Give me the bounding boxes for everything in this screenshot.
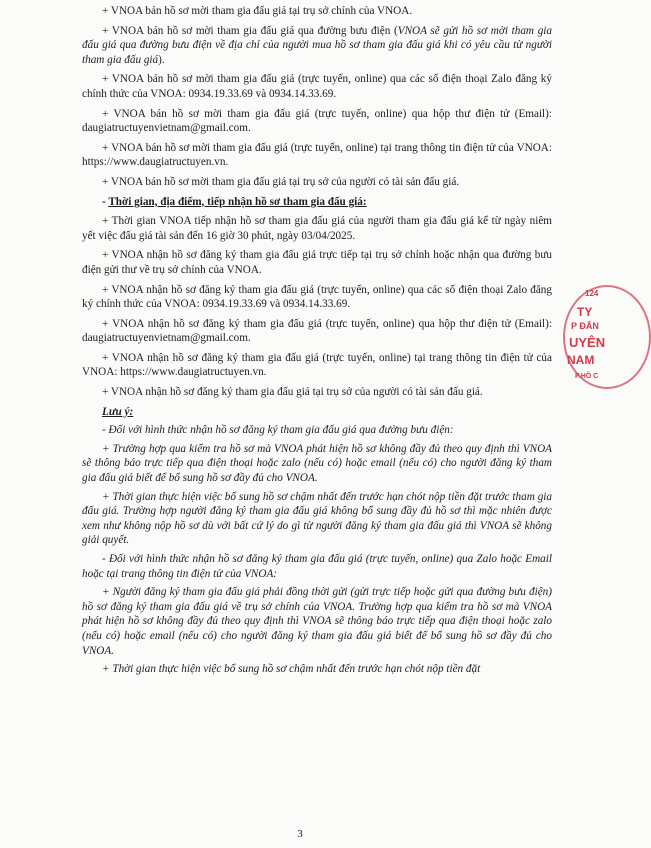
note-online-submission: + Người đăng ký tham gia đấu giá phải đồng thời gửi (gửi trực tiếp hoặc gửi qua đường bưu điện) hồ sơ đăng ký tham gia đấu giá về trụ sở chính của VNOA. Trường hợp qua kiểm tra hồ sơ mà VNOA phát hiện hồ sơ không đầy đủ theo quy định thì VNOA sẽ thông báo trực tiếp qua điện thoại hoặc zalo (nếu có) hoặc email (nếu có) cho người đăng ký tham gia đấu giá biết để bổ sung hồ sơ đầy đủ cho VNOA. (82, 586, 552, 657)
note-postal-deadline: + Thời gian thực hiện việc bổ sung hồ sơ chậm nhất đến trước hạn chót nộp tiền đặt trước tham gia đấu giá. Trường hợp người đăng ký tham gia đấu giá không bổ sung đầy đủ hồ sơ thì mặc nhiên được xem như không nộp hồ sơ dù với bất cứ lý do gì từ người đăng ký tham gia đấu giá thì VNOA sẽ không giải quyết. (82, 490, 552, 547)
stamp-text: 124 (585, 289, 599, 298)
paragraph-sale-by-email: + VNOA bán hồ sơ mời tham gia đấu giá (trực tuyến, online) qua hộp thư điện tử (Email): daugiatructuyenvietnam@gmail.com. (82, 107, 552, 135)
stamp-text: NAM (567, 353, 595, 367)
paragraph-sale-at-head-office: + VNOA bán hồ sơ mời tham gia đấu giá tại trụ sở chính của VNOA. (102, 5, 413, 17)
heading-prefix: - (102, 195, 109, 208)
note-heading: Lưu ý: (102, 405, 134, 418)
stamp-text: P ĐẤN (571, 321, 599, 331)
note-online-form: - Đối với hình thức nhận hồ sơ đăng ký tham gia đấu giá (trực tuyến, online) qua Zalo hoặc Email hoặc tại trang thông tin điện tử của VNOA: (82, 553, 552, 580)
stamp-text: TY (577, 305, 593, 319)
heading-text: Thời gian, địa điểm, tiếp nhận hồ sơ tham gia đấu giá: (108, 195, 367, 208)
note-postal-incomplete: + Trường hợp qua kiểm tra hồ sơ mà VNOA phát hiện hồ sơ không đầy đủ theo quy định thì VNOA sẽ thông báo trực tiếp qua điện thoại hoặc zalo (nếu có) hoặc email (nếu có) cho người đăng ký tham gia đấu giá biết để bổ sung hồ sơ đầy đủ cho VNOA. (82, 442, 552, 485)
paragraph-sale-at-owner-office: + VNOA bán hồ sơ mời tham gia đấu giá tại trụ sở của người có tài sản đấu giá. (102, 175, 460, 188)
paragraph-receipt-time: + Thời gian VNOA tiếp nhận hồ sơ tham gia đấu giá của người tham gia đấu giá kể từ ngày niêm yết việc đấu giá tài sản đến 16 giờ 30 phút, ngày 03/04/2025. (82, 215, 552, 242)
paragraph-sale-by-website: + VNOA bán hồ sơ mời tham gia đấu giá (trực tuyến, online) tại trang thông tin điện tử của VNOA: https://www.daugiatructuyen.vn. (82, 141, 552, 169)
note-postal-form: - Đối với hình thức nhận hồ sơ đăng ký tham gia đấu giá qua đường bưu điện: (102, 424, 454, 437)
document-body (82, 4, 552, 681)
company-seal-stamp (555, 285, 645, 395)
paragraph-italic-text: VNOA sẽ gửi hồ sơ mời tham gia đấu giá qua đường bưu điện về địa chỉ của người mua hồ sơ tham gia đấu giá khi có yêu cầu từ người tham gia đấu giá (82, 24, 552, 66)
paragraph-sale-by-post (82, 24, 552, 68)
paragraph-text: ). (158, 53, 165, 66)
paragraph-sale-by-zalo: + VNOA bán hồ sơ mời tham gia đấu giá (trực tuyến, online) qua các số điện thoại Zalo đăng ký chính thức của VNOA: 0934.19.33.69 và 0934.14.33.69. (82, 73, 552, 100)
paragraph-text: + VNOA bán hồ sơ mời tham gia đấu giá qua đường bưu điện ( (102, 24, 398, 37)
stamp-text: P.HỒ C (575, 373, 599, 380)
stamp-text: UYÊN (569, 335, 606, 350)
page-number: 3 (297, 828, 303, 840)
paragraph-receipt-zalo: + VNOA nhận hồ sơ đăng ký tham gia đấu giá (trực tuyến, online) qua các số điện thoại Zalo đăng ký chính thức của VNOA: 0934.19.33.69 và 0934.14.33.69. (82, 283, 552, 311)
paragraph-receipt-website: + VNOA nhận hồ sơ đăng ký tham gia đấu giá (trực tuyến, online) tại trang thông tin điện tử của VNOA: https://www.daugiatructuyen.vn. (82, 351, 552, 379)
paragraph-receipt-owner-office: + VNOA nhận hồ sơ đăng ký tham gia đấu giá tại trụ sở của người có tài sản đấu giá. (102, 386, 483, 399)
paragraph-receipt-email: + VNOA nhận hồ sơ đăng ký tham gia đấu giá (trực tuyến, online) qua hộp thư điện tử (Email): daugiatructuyenvietnam@gmail.com. (82, 317, 552, 345)
paragraph-receipt-head-office: + VNOA nhận hồ sơ đăng ký tham gia đấu giá trực tiếp tại trụ sở chính hoặc nhận qua đường bưu điện gửi thư về trụ sở chính của VNOA. (82, 249, 552, 276)
note-online-deadline: + Thời gian thực hiện việc bổ sung hồ sơ chậm nhất đến trước hạn chót nộp tiền đặt (102, 663, 481, 676)
section-heading (82, 195, 552, 210)
